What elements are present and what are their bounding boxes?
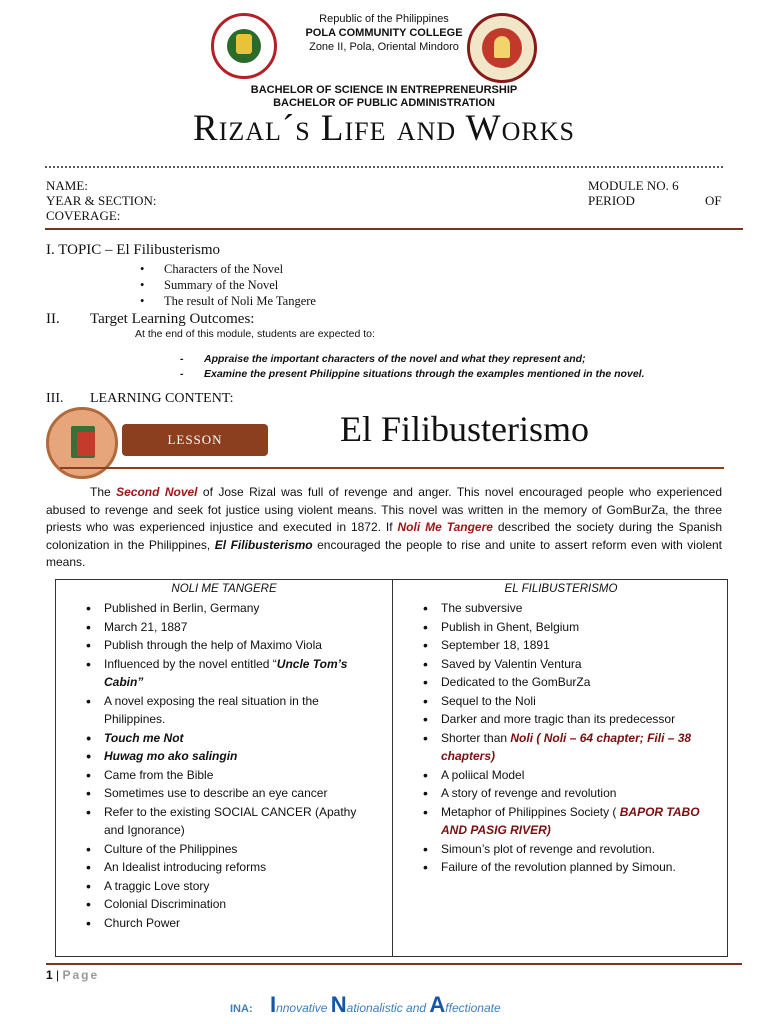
list-item: • Touch me Not — [78, 729, 378, 748]
outcomes-heading: Target Learning Outcomes: — [90, 311, 255, 327]
list-item: • Huwag mo ako salingin — [78, 747, 378, 766]
page-title: Rizal´s Life and Works — [193, 108, 575, 149]
list-item: • A novel exposing the real situation in the Philippines. — [78, 692, 378, 729]
lesson-underline — [60, 467, 724, 469]
fili-column — [415, 599, 715, 877]
intro-paragraph: The Second Novel of Jose Rizal was full of revenge and anger. This novel encouraged people who experienced abused to revenge and seek fot justice using violent means. This novel was written in the memory of GomBurZa, the three priests who was experienced injustice and executed in 1872. If Noli Me Tangere described the society during the Spanish colonization in the Philippines, El Filibusterismo encouraged the people to rise and unite to assert reform even with violent means. — [46, 485, 723, 569]
list-item: • March 21, 1887 — [78, 618, 378, 637]
noli-column — [78, 599, 378, 932]
outcomes-intro: At the end of this module, students are expected to: — [135, 328, 375, 340]
lesson-label: LESSON — [167, 432, 223, 447]
list-item: • Shorter than Noli ( Noli – 64 chapter; Fili – 38 chapters) — [415, 729, 715, 766]
outcomes-number: II. — [46, 311, 60, 327]
list-item: • Sometimes use to describe an eye cancer — [78, 784, 378, 803]
list-item: • Church Power — [78, 914, 378, 933]
list-item: • Darker and more tragic than its predecessor — [415, 710, 715, 729]
list-item: • Published in Berlin, Germany — [78, 599, 378, 618]
list-item: • A story of revenge and revolution — [415, 784, 715, 803]
list-item: • Simoun’s plot of revenge and revolution. — [415, 840, 715, 859]
list-item: • September 18, 1891 — [415, 636, 715, 655]
topic-item: • Characters of the Novel — [140, 262, 284, 276]
coverage-label: COVERAGE: — [46, 208, 121, 223]
period-label: PERIOD — [588, 193, 635, 208]
list-item: • Publish in Ghent, Belgium — [415, 618, 715, 637]
content-heading: LEARNING CONTENT: — [90, 391, 234, 406]
list-item: • An Idealist introducing reforms — [78, 858, 378, 877]
list-item: • Metaphor of Philippines Society ( BAPOR TABO AND PASIG RIVER) — [415, 803, 715, 840]
column-divider — [392, 580, 393, 956]
list-item: • Refer to the existing SOCIAL CANCER (Apathy and Ignorance) — [78, 803, 378, 840]
header-divider — [45, 228, 743, 230]
noli-header: NOLI ME TANGERE — [171, 583, 277, 595]
list-item: • Dedicated to the GomBurZa — [415, 673, 715, 692]
list-item: • A traggic Love story — [78, 877, 378, 896]
name-label: NAME: — [46, 178, 88, 193]
topic-heading: I. TOPIC – El Filibusterismo — [46, 242, 221, 258]
footer-divider — [46, 963, 742, 965]
ina-motto: INA: Innovative Nationalistic and Affectionate — [230, 992, 501, 1017]
fili-header: EL FILIBUSTERISMO — [504, 583, 618, 595]
list-item: • The subversive — [415, 599, 715, 618]
program-line-2: BACHELOR OF PUBLIC ADMINISTRATION — [273, 97, 495, 109]
outcome-item: - Appraise the important characters of the novel and what they represent and; — [180, 353, 586, 365]
list-item: • Failure of the revolution planned by Simoun. — [415, 858, 715, 877]
page-number: 1 | Page — [46, 968, 100, 982]
program-line-1: BACHELOR OF SCIENCE IN ENTREPRENEURSHIP — [250, 84, 518, 96]
dotted-divider — [45, 166, 723, 168]
year-section-label: YEAR & SECTION: — [46, 193, 157, 208]
list-item: • A poliical Model — [415, 766, 715, 785]
college-address: Zone II, Pola, Oriental Mindoro — [309, 41, 459, 53]
list-item: • Culture of the Philippines — [78, 840, 378, 859]
content-number: III. — [46, 391, 64, 406]
list-item: • Sequel to the Noli — [415, 692, 715, 711]
republic-line: Republic of the Philippines — [319, 13, 449, 25]
list-item: • Came from the Bible — [78, 766, 378, 785]
college-name: POLA COMMUNITY COLLEGE — [305, 27, 463, 39]
period-of: OF — [705, 193, 722, 208]
module-label: MODULE NO. 6 — [588, 178, 679, 193]
outcome-item: - Examine the present Philippine situations through the examples mentioned in the novel. — [180, 368, 645, 380]
list-item: • Influenced by the novel entitled “Uncle Tom’s Cabin” — [78, 655, 378, 692]
list-item: • Publish through the help of Maximo Viola — [78, 636, 378, 655]
list-item: • Colonial Discrimination — [78, 895, 378, 914]
topic-item: • The result of Noli Me Tangere — [140, 294, 316, 308]
comparison-table — [55, 579, 728, 957]
topic-item: • Summary of the Novel — [140, 278, 279, 292]
list-item: • Saved by Valentin Ventura — [415, 655, 715, 674]
lesson-title: El Filibusterismo — [340, 409, 590, 449]
